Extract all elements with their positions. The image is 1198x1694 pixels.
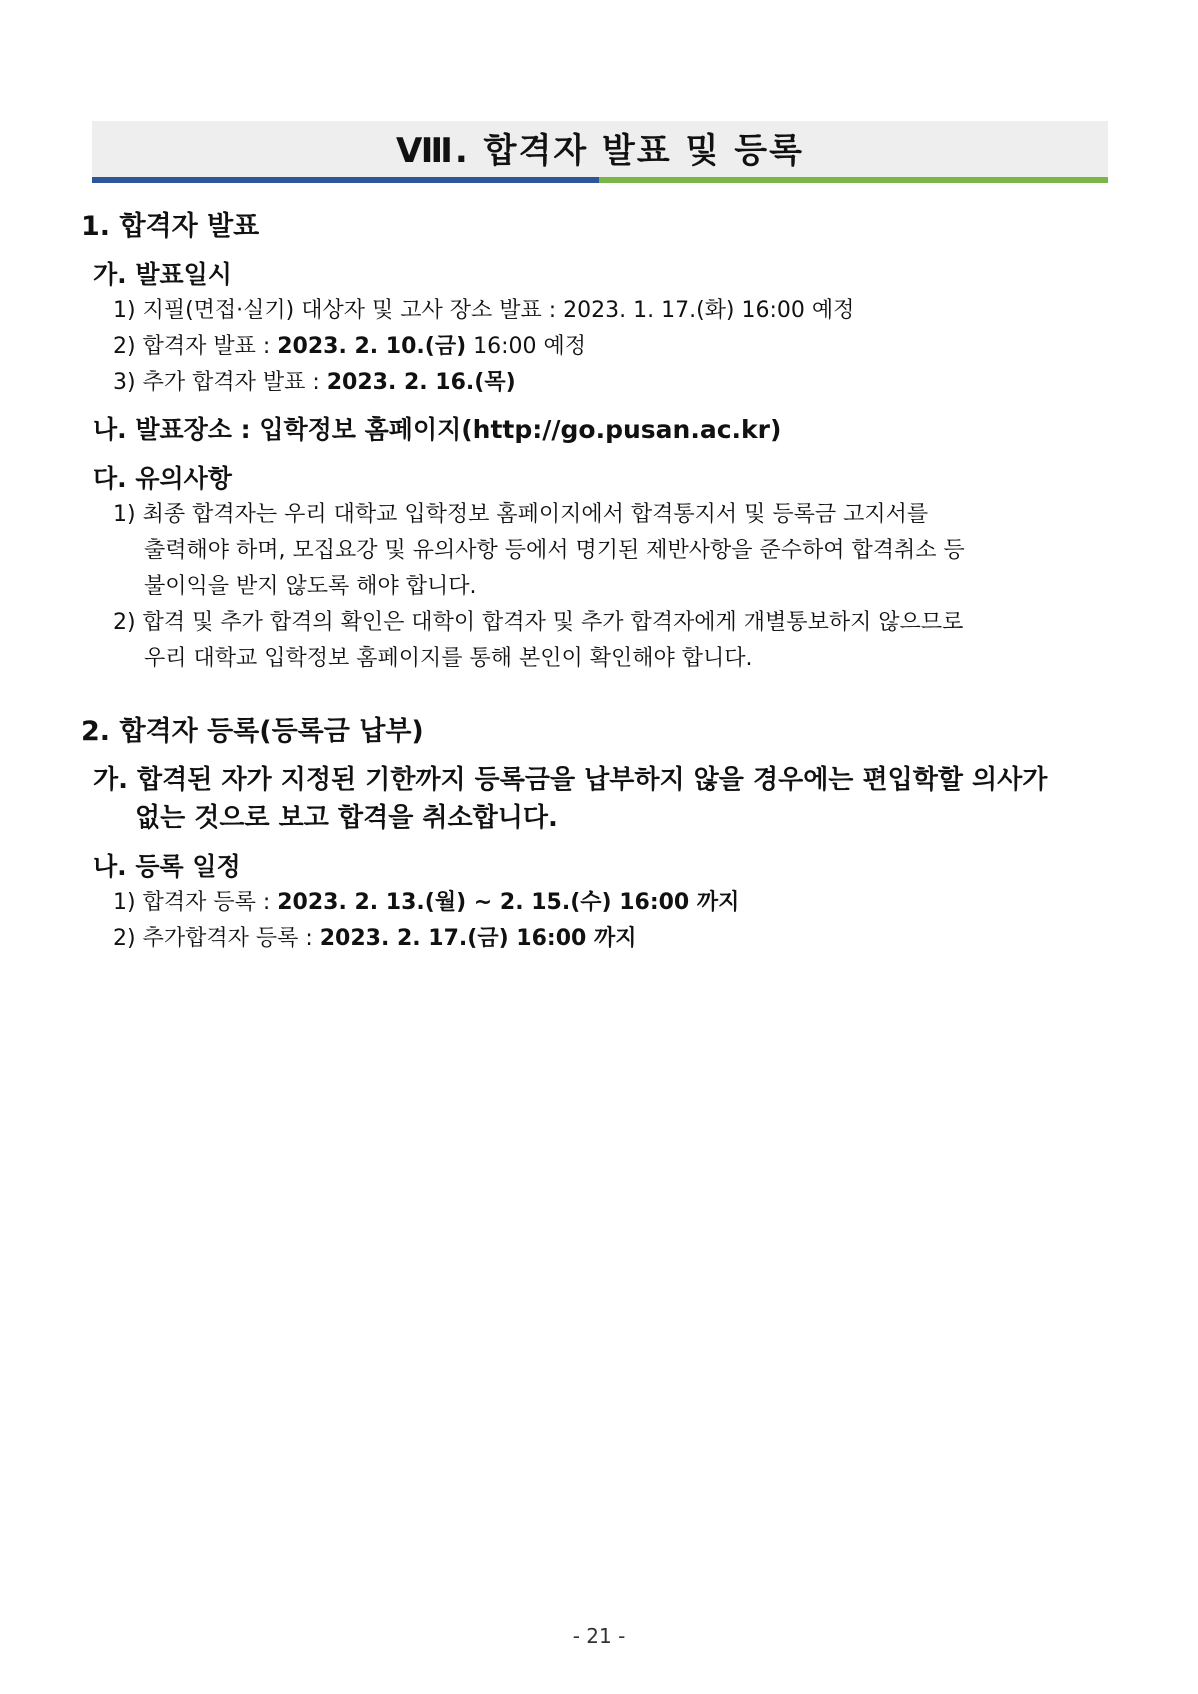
cancellation-notice-line-1: 가. 합격된 자가 지정된 기한까지 등록금을 납부하지 않을 경우에는 편입학할 의사가 [93, 765, 1048, 795]
announcement-item-1: 1) 지필(면접·실기) 대상자 및 고사 장소 발표 : 2023. 1. 17.(화) 16:00 예정 [113, 298, 855, 323]
section1-heading: 1. 합격자 발표 [81, 211, 260, 242]
notice-line-4: 2) 합격 및 추가 합격의 확인은 대학이 합격자 및 추가 합격자에게 개별통보하지 않으므로 [113, 610, 964, 635]
notice-line-3: 불이익을 받지 않도록 해야 합니다. [144, 574, 477, 599]
announcement-item-2-date: 2023. 2. 10.(금) [277, 334, 467, 359]
chapter-banner [92, 121, 1108, 181]
section1a-heading: 가. 발표일시 [93, 260, 232, 289]
section2-heading: 2. 합격자 등록(등록금 납부) [81, 716, 424, 747]
registration-item-1-value: 2023. 2. 13.(월) ~ 2. 15.(수) 16:00 까지 [277, 890, 740, 915]
section1c-heading: 다. 유의사항 [93, 464, 232, 493]
announcement-item-2 [113, 329, 586, 360]
registration-item-2-value: 2023. 2. 17.(금) 16:00 까지 [319, 926, 637, 951]
registration-item-1 [113, 885, 739, 916]
notice-line-2: 출력해야 하며, 모집요강 및 유의사항 등에서 명기된 제반사항을 준수하여 합격취소 등 [144, 538, 965, 563]
registration-item-2-label: 2) 추가합격자 등록 : [113, 926, 320, 951]
section1b-heading: 나. 발표장소 : 입학정보 홈페이지(http://go.pusan.ac.kr) [93, 415, 782, 444]
notice-line-5: 우리 대학교 입학정보 홈페이지를 통해 본인이 확인해야 합니다. [144, 646, 753, 671]
banner-underline-blue [92, 177, 599, 183]
registration-item-2 [113, 921, 637, 952]
registration-item-1-label: 1) 합격자 등록 : [113, 890, 278, 915]
chapter-title: Ⅷ. 합격자 발표 및 등록 [396, 131, 804, 171]
announcement-item-3-label: 3) 추가 합격자 발표 : [113, 370, 327, 395]
page-number: - 21 - [572, 1624, 626, 1648]
cancellation-notice-line-2: 없는 것으로 보고 합격을 취소합니다. [135, 803, 558, 833]
announcement-item-2-rest: 16:00 예정 [466, 334, 587, 359]
announcement-item-2-label: 2) 합격자 발표 : [113, 334, 278, 359]
announcement-item-3 [113, 365, 516, 396]
announcement-item-3-date: 2023. 2. 16.(목) [326, 370, 516, 395]
section2b-heading: 나. 등록 일정 [93, 852, 241, 881]
banner-underline-green [599, 177, 1108, 183]
notice-line-1: 1) 최종 합격자는 우리 대학교 입학정보 홈페이지에서 합격통지서 및 등록금 고지서를 [113, 502, 929, 527]
